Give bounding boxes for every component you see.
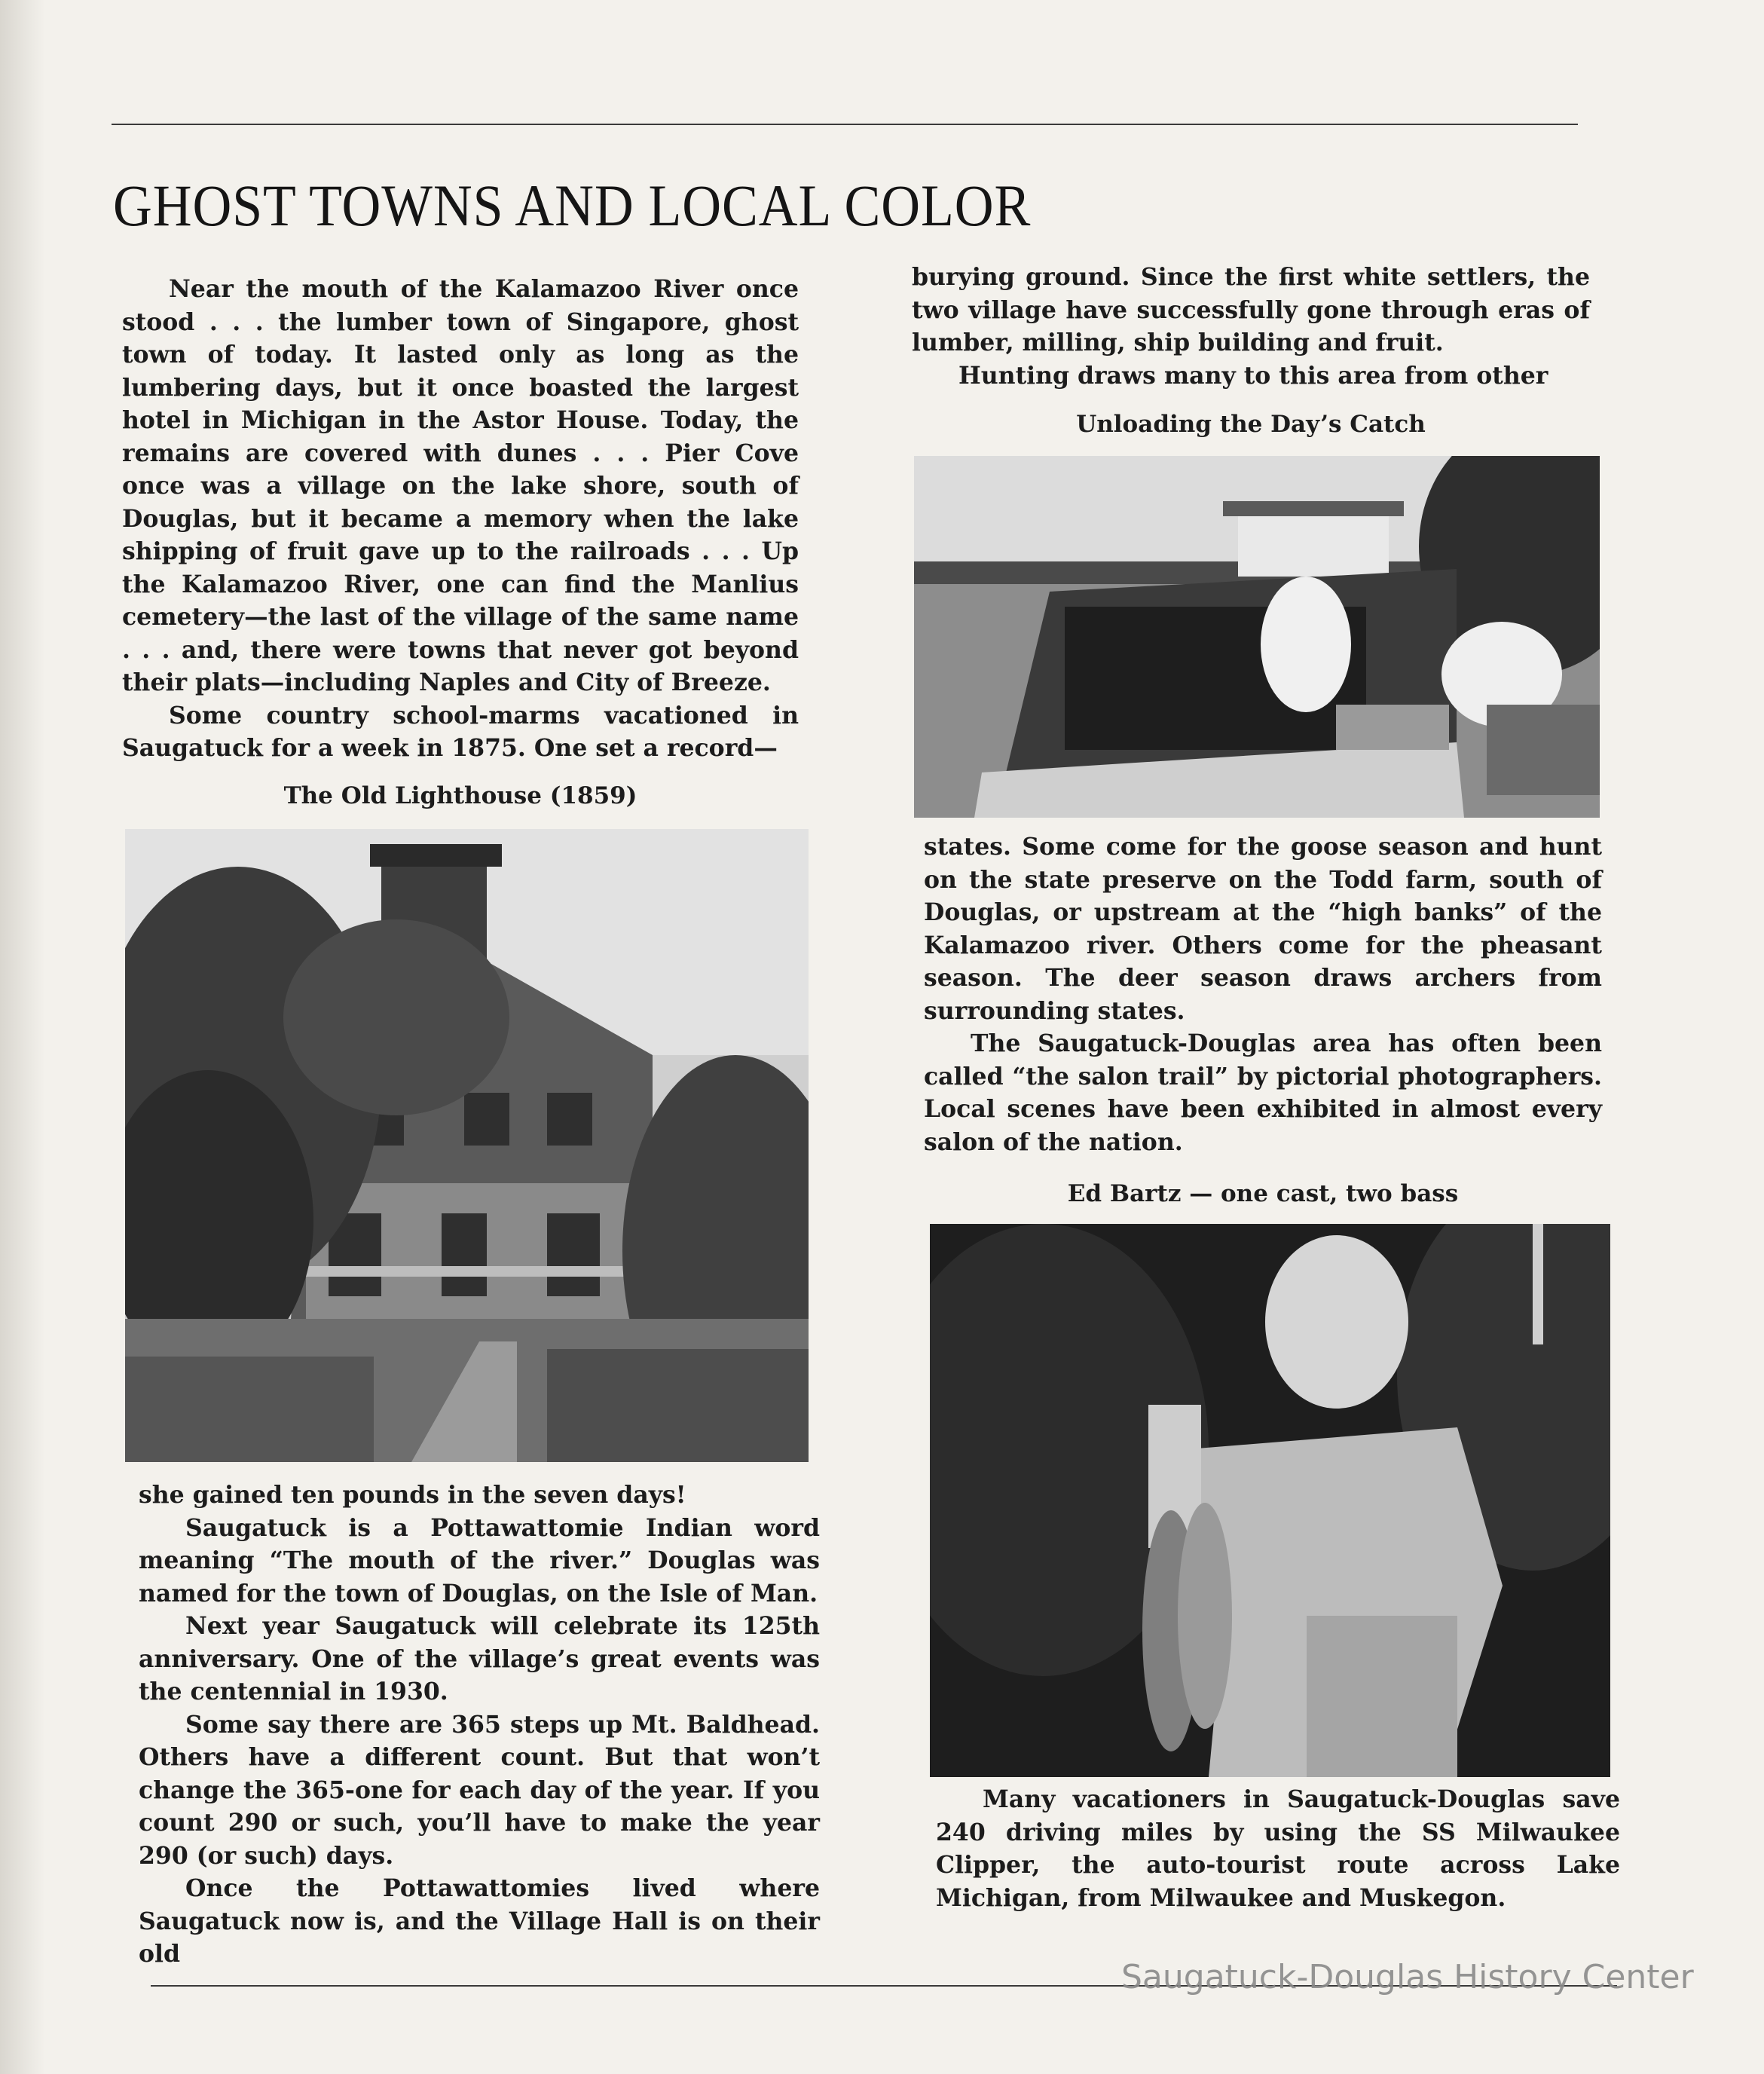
paragraph: Near the mouth of the Kalamazoo River once stood . . . the lumber town of Singapore, ghost town of today. It lasted only as long as the lumbering days, but it once boasted the largest hotel in Michigan in the Astor House. Today, the remains are covered with dunes . . . Pier Cove once was a village on the lake shore, south of Douglas, but it became a memory when the lake shipping of fruit gave up to the railroads . . . Up the Kalamazoo River, one can find the Manlius cemetery—the last of the village of the same name . . . and, there were towns that never got beyond their plats—including Naples and City of Breeze. [122,275,799,696]
paragraph: The Saugatuck-Douglas area has often been called “the salon trail” by pictorial photographers. Local scenes have been exhibited in almost every salon of the nation. [924,1029,1602,1156]
watermark: Saugatuck-Douglas History Center [1121,1958,1694,1996]
boat-photo [914,456,1600,818]
paragraph: Hunting draws many to this area from other [958,361,1548,390]
col1-top-text [122,273,799,765]
paragraph: Many vacationers in Saugatuck-Douglas save 240 driving miles by using the SS Milwaukee Clipper, the auto-tourist route across Lake Michigan, from Milwaukee and Muskegon. [936,1785,1620,1912]
lighthouse-photo [125,829,809,1462]
catch-caption: Unloading the Day’s Catch [1076,411,1426,438]
lighthouse-caption: The Old Lighthouse (1859) [283,782,637,809]
col2-top-text [912,261,1590,392]
paragraph: Next year Saugatuck will celebrate its 125th anniversary. One of the village’s great events was the centennial in 1930. [139,1612,820,1705]
paragraph: Some say there are 365 steps up Mt. Baldhead. Others have a different count. But that won’t change the 365-one for each day of the year. If you count 290 or such, you’ll have to make the year 290 (or such) days. [139,1710,820,1870]
paragraph: she gained ten pounds in the seven days! [139,1481,686,1509]
page-edge-shadow [0,0,45,2074]
paragraph: burying ground. Since the first white settlers, the two village have successfully gone through eras of lumber, milling, ship building and fruit. [912,263,1590,356]
top-rule [112,124,1578,125]
col1-bottom-text [139,1479,820,1971]
paragraph: Saugatuck is a Pottawattomie Indian word meaning “The mouth of the river.” Douglas was named for the town of Douglas, on the Isle of Man. [139,1513,820,1608]
bartz-caption: Ed Bartz — one cast, two bass [1067,1180,1459,1207]
bartz-photo [930,1224,1610,1777]
page-title: GHOST TOWNS AND LOCAL COLOR [113,173,1032,238]
paragraph: Some country school-marms vacationed in Saugatuck for a week in 1875. One set a record— [122,701,799,762]
col2-bottom-text [936,1783,1620,1914]
paragraph: states. Some come for the goose season and hunt on the state preserve on the Todd farm, south of Douglas, or upstream at the “high banks” of the Kalamazoo river. Others come for the pheasant season. The deer season draws archers from surrounding states. [924,833,1602,1025]
paragraph: Once the Pottawattomies lived where Saugatuck now is, and the Village Hall is on their old [139,1874,820,1968]
col2-middle-text [924,831,1602,1158]
